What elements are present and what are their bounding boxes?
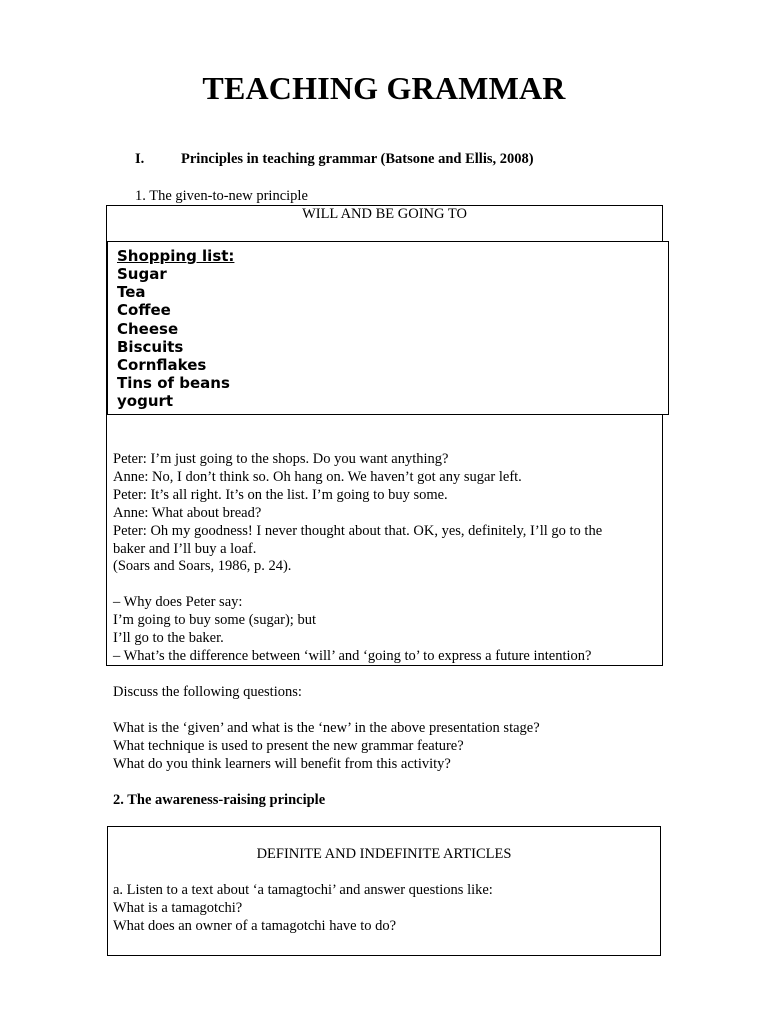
box-line: What does an owner of a tamagotchi have to do?: [113, 917, 397, 934]
list-item: Coffee: [117, 301, 171, 320]
discuss-intro: Discuss the following questions:: [113, 684, 302, 700]
dialogue-line: Peter: It’s all right. It’s on the list. I’m going to buy some.: [113, 486, 448, 503]
box-line: a. Listen to a text about ‘a tamagtochi’ and answer questions like:: [113, 882, 493, 898]
question-line: What technique is used to present the new grammar feature?: [113, 737, 464, 754]
discuss-questions: [113, 720, 540, 774]
dialogue-line: Anne: What about bread?: [113, 504, 262, 521]
list-item: Sugar: [117, 265, 167, 283]
section-number: I.: [135, 151, 145, 167]
page-title: TEACHING GRAMMAR: [202, 70, 566, 106]
list-item: yogurt: [117, 392, 174, 411]
articles-box-lines: [113, 882, 493, 936]
question-line: I’ll go to the baker.: [113, 629, 224, 646]
shopping-list-title: Shopping list:: [117, 247, 235, 265]
question-line: – What’s the difference between ‘will’ and ‘going to’ to express a future intention?: [113, 647, 592, 664]
shopping-list-box: [107, 241, 669, 415]
box-questions: [113, 594, 658, 666]
list-item: Cheese: [117, 319, 179, 338]
citation: (Soars and Soars, 1986, p. 24).: [113, 558, 292, 575]
list-item: Tins of beans: [117, 374, 230, 393]
section-heading: Principles in teaching grammar (Batsone and Ellis, 2008): [181, 151, 534, 167]
question-line: – Why does Peter say:: [113, 594, 243, 610]
box-title: DEFINITE AND INDEFINITE ARTICLES: [256, 846, 512, 862]
dialogue-line: Peter: I’m just going to the shops. Do you want anything?: [113, 451, 449, 467]
question-line: I’m going to buy some (sugar); but: [113, 611, 316, 628]
section2-heading: 2. The awareness-raising principle: [113, 792, 326, 808]
subsection-heading: 1. The given-to-new principle: [135, 188, 308, 204]
box-title: WILL AND BE GOING TO: [302, 206, 467, 222]
shopping-list: [117, 265, 230, 411]
question-line: What do you think learners will benefit from this activity?: [113, 755, 451, 772]
list-item: Cornflakes: [117, 355, 207, 374]
dialogue-line: baker and I’ll buy a loaf.: [113, 540, 257, 557]
dialogue-line: Peter: Oh my goodness! I never thought about that. OK, yes, definitely, I’ll go to the: [113, 522, 603, 539]
list-item: Tea: [117, 283, 146, 302]
dialogue: [113, 451, 658, 576]
box-line: What is a tamagotchi?: [113, 899, 243, 916]
list-item: Biscuits: [117, 337, 184, 356]
dialogue-line: Anne: No, I don’t think so. Oh hang on. We haven’t got any sugar left.: [113, 468, 522, 485]
question-line: What is the ‘given’ and what is the ‘new’ in the above presentation stage?: [113, 720, 540, 736]
